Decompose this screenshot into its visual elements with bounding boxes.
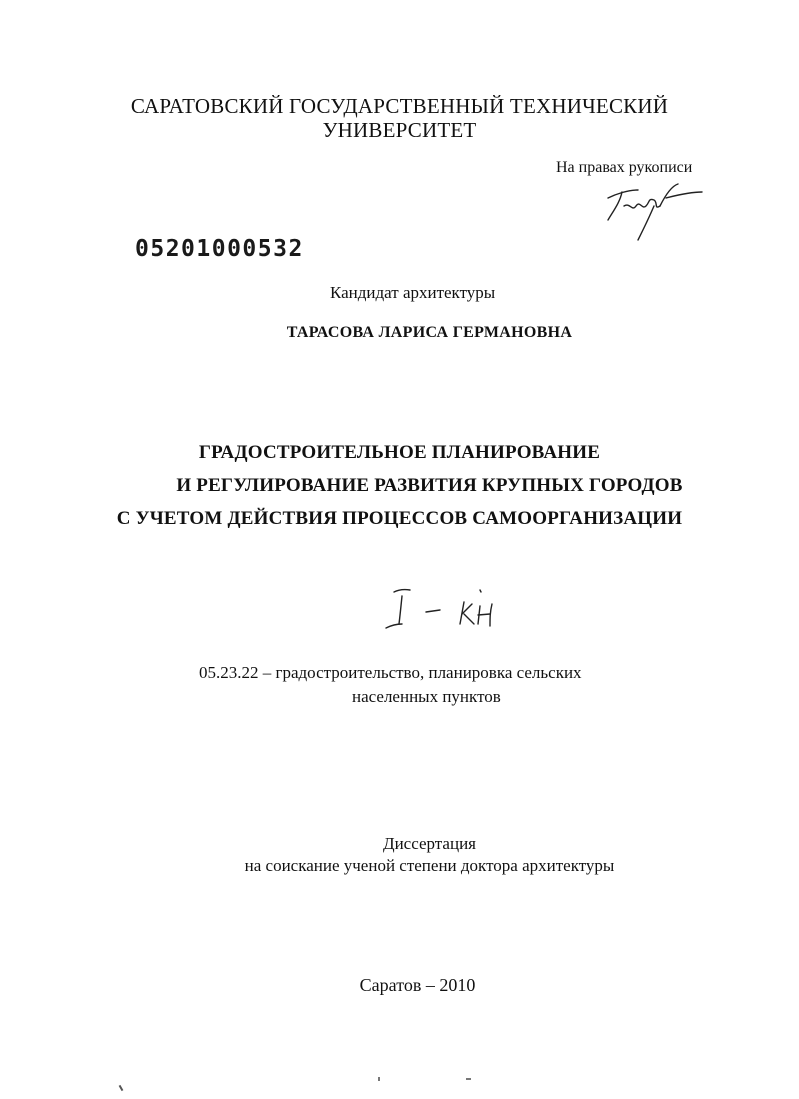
scan-speck xyxy=(378,1077,380,1081)
specialty-line1: 05.23.22 – градостроительство, планировка сельских xyxy=(199,663,582,682)
university-name-line2: УНИВЕРСИТЕТ xyxy=(322,118,477,142)
document-number: 05201000532 xyxy=(135,236,304,262)
title-line3: С УЧЕТОМ ДЕЙСТВИЯ ПРОЦЕССОВ САМООРГАНИЗАЦИИ xyxy=(116,508,683,529)
dissertation-label: Диссертация xyxy=(382,834,476,853)
title-line1: ГРАДОСТРОИТЕЛЬНОЕ ПЛАНИРОВАНИЕ xyxy=(198,442,601,463)
specialty-line2: населенных пунктов xyxy=(352,687,501,706)
university-name-line1: САРАТОВСКИЙ ГОСУДАРСТВЕННЫЙ ТЕХНИЧЕСКИЙ xyxy=(130,94,669,118)
scan-speck xyxy=(119,1085,124,1091)
scan-speck xyxy=(466,1078,471,1080)
author-name: ТАРАСОВА ЛАРИСА ГЕРМАНОВНА xyxy=(286,324,573,341)
rights-note: На правах рукописи xyxy=(556,159,693,176)
author-degree: Кандидат архитектуры xyxy=(330,283,496,302)
dissertation-degree: на соискание ученой степени доктора архитектуры xyxy=(244,856,615,875)
title-line2: И РЕГУЛИРОВАНИЕ РАЗВИТИЯ КРУПНЫХ ГОРОДОВ xyxy=(176,475,683,496)
handwritten-mark-icon xyxy=(380,584,520,636)
signature-icon xyxy=(598,176,708,246)
city-year: Саратов – 2010 xyxy=(359,975,476,995)
